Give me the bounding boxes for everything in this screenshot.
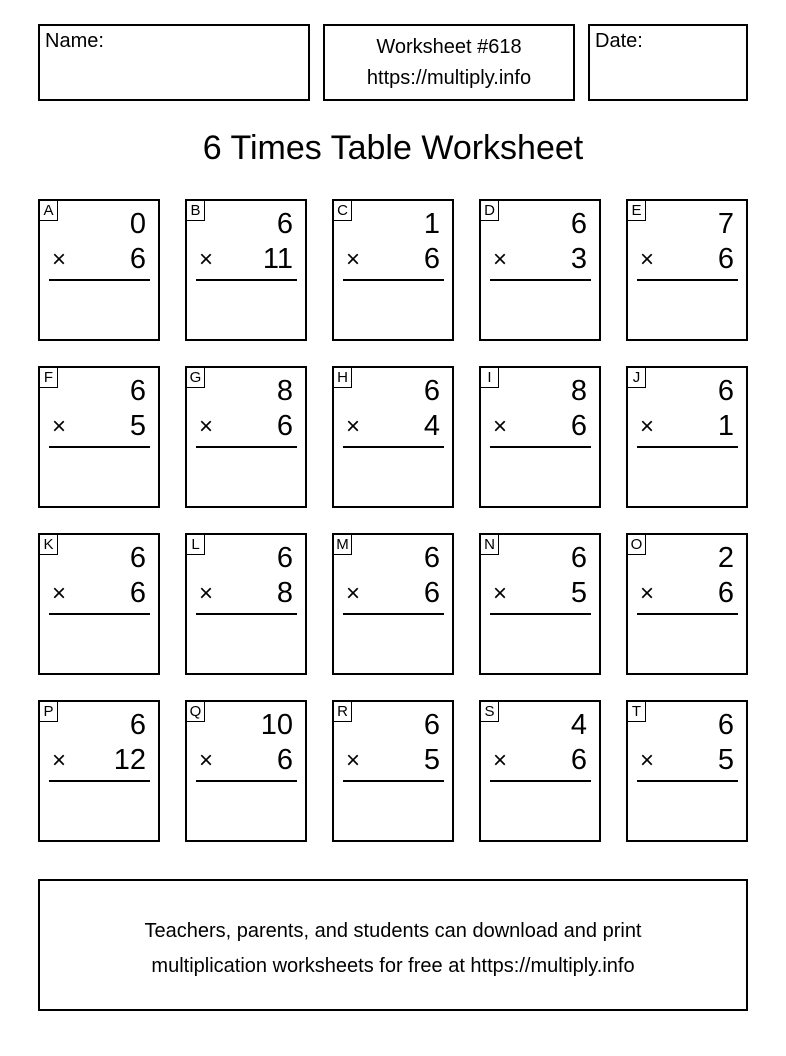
problem-card[interactable]	[332, 700, 454, 842]
multiplier: 6	[129, 243, 146, 275]
times-sign: ×	[640, 747, 655, 774]
multiplier: 11	[262, 243, 293, 275]
worksheet-info-box	[323, 24, 575, 101]
multiplicand: 8	[570, 375, 587, 407]
multiplier: 3	[570, 243, 587, 275]
multiplier: 6	[423, 577, 440, 609]
multiplicand: 6	[423, 542, 440, 574]
multiplicand: 2	[717, 542, 734, 574]
times-sign: ×	[52, 580, 67, 607]
times-sign: ×	[346, 580, 361, 607]
problem-card[interactable]	[479, 366, 601, 508]
problem-letter: I	[480, 367, 499, 388]
problem-letter: C	[333, 200, 352, 221]
problem-letter: A	[39, 200, 58, 221]
problem-card[interactable]	[479, 199, 601, 341]
problem-letter: E	[627, 200, 646, 221]
times-sign: ×	[493, 580, 508, 607]
multiplier: 6	[570, 744, 587, 776]
answer-line	[49, 279, 150, 281]
problem-card[interactable]	[38, 366, 160, 508]
problem-letter: S	[480, 701, 499, 722]
problem-letter: J	[627, 367, 646, 388]
times-sign: ×	[493, 246, 508, 273]
problem-card[interactable]	[38, 700, 160, 842]
problem-card[interactable]	[332, 199, 454, 341]
answer-line	[490, 446, 591, 448]
problem-card[interactable]	[332, 533, 454, 675]
problem-letter: R	[333, 701, 352, 722]
times-sign: ×	[493, 747, 508, 774]
times-sign: ×	[199, 580, 214, 607]
multiplier: 5	[570, 577, 587, 609]
problem-letter: H	[333, 367, 352, 388]
answer-line	[490, 279, 591, 281]
multiplier: 6	[276, 410, 293, 442]
times-sign: ×	[640, 580, 655, 607]
times-sign: ×	[52, 413, 67, 440]
problem-letter: N	[480, 534, 499, 555]
problem-card[interactable]	[626, 199, 748, 341]
answer-line	[196, 780, 297, 782]
multiplier: 6	[717, 243, 734, 275]
answer-line	[196, 279, 297, 281]
multiplier: 6	[570, 410, 587, 442]
problem-letter: O	[627, 534, 646, 555]
problem-card[interactable]	[185, 533, 307, 675]
problem-card[interactable]	[185, 700, 307, 842]
footer-line-2: multiplication worksheets for free at https://multiply.info	[151, 955, 635, 977]
multiplier: 6	[276, 744, 293, 776]
multiplicand: 6	[570, 542, 587, 574]
problem-letter: D	[480, 200, 499, 221]
footer-line-1: Teachers, parents, and students can download and print	[144, 920, 642, 942]
problem-letter: G	[186, 367, 205, 388]
multiplier: 12	[113, 744, 146, 776]
footer-box	[38, 879, 748, 1011]
multiplicand: 7	[717, 208, 734, 240]
problem-letter: K	[39, 534, 58, 555]
problem-card[interactable]	[38, 199, 160, 341]
problem-letter: L	[186, 534, 205, 555]
date-label: Date:	[595, 30, 643, 52]
answer-line	[637, 279, 738, 281]
multiplicand: 6	[570, 208, 587, 240]
multiplicand: 6	[717, 709, 734, 741]
multiplicand: 6	[717, 375, 734, 407]
times-sign: ×	[52, 246, 67, 273]
times-sign: ×	[346, 246, 361, 273]
multiplier: 1	[717, 410, 734, 442]
problem-card[interactable]	[185, 366, 307, 508]
answer-line	[196, 446, 297, 448]
multiplier: 8	[276, 577, 293, 609]
answer-line	[637, 780, 738, 782]
answer-line	[343, 780, 444, 782]
multiplicand: 6	[423, 375, 440, 407]
problem-letter: M	[333, 534, 352, 555]
multiplier: 5	[129, 410, 146, 442]
multiplicand: 4	[570, 709, 587, 741]
times-sign: ×	[199, 246, 214, 273]
problem-letter: Q	[186, 701, 205, 722]
answer-line	[343, 613, 444, 615]
answer-line	[49, 613, 150, 615]
answer-line	[343, 446, 444, 448]
multiplier: 4	[423, 410, 440, 442]
answer-line	[637, 613, 738, 615]
worksheet-url: https://multiply.info	[366, 66, 532, 89]
problem-letter: T	[627, 701, 646, 722]
problem-card[interactable]	[479, 533, 601, 675]
multiplier: 5	[717, 744, 734, 776]
multiplicand: 6	[129, 709, 146, 741]
problem-card[interactable]	[626, 366, 748, 508]
multiplicand: 6	[423, 709, 440, 741]
answer-line	[637, 446, 738, 448]
problem-card[interactable]	[185, 199, 307, 341]
times-sign: ×	[640, 413, 655, 440]
problem-card[interactable]	[626, 533, 748, 675]
multiplicand: 6	[276, 208, 293, 240]
problem-card[interactable]	[332, 366, 454, 508]
times-sign: ×	[640, 246, 655, 273]
times-sign: ×	[346, 413, 361, 440]
page-title: 6 Times Table Worksheet	[202, 129, 584, 167]
answer-line	[490, 613, 591, 615]
multiplier: 6	[717, 577, 734, 609]
multiplicand: 6	[276, 542, 293, 574]
times-sign: ×	[52, 747, 67, 774]
problem-card[interactable]	[479, 700, 601, 842]
problem-card[interactable]	[38, 533, 160, 675]
answer-line	[490, 780, 591, 782]
answer-line	[49, 780, 150, 782]
problem-letter: B	[186, 200, 205, 221]
footer-text	[40, 914, 746, 984]
multiplicand: 6	[129, 542, 146, 574]
multiplicand: 10	[260, 709, 293, 741]
problem-card[interactable]	[626, 700, 748, 842]
multiplicand: 1	[423, 208, 440, 240]
multiplier: 6	[423, 243, 440, 275]
multiplier: 5	[423, 744, 440, 776]
worksheet-number: Worksheet #618	[376, 35, 522, 58]
answer-line	[49, 446, 150, 448]
problem-letter: P	[39, 701, 58, 722]
name-field-box[interactable]	[38, 24, 310, 101]
date-field-box[interactable]	[588, 24, 748, 101]
multiplicand: 6	[129, 375, 146, 407]
multiplicand: 8	[276, 375, 293, 407]
answer-line	[343, 279, 444, 281]
multiplicand: 0	[129, 208, 146, 240]
times-sign: ×	[346, 747, 361, 774]
times-sign: ×	[199, 747, 214, 774]
problem-letter: F	[39, 367, 58, 388]
name-label: Name:	[45, 30, 104, 52]
multiplier: 6	[129, 577, 146, 609]
answer-line	[196, 613, 297, 615]
times-sign: ×	[493, 413, 508, 440]
times-sign: ×	[199, 413, 214, 440]
